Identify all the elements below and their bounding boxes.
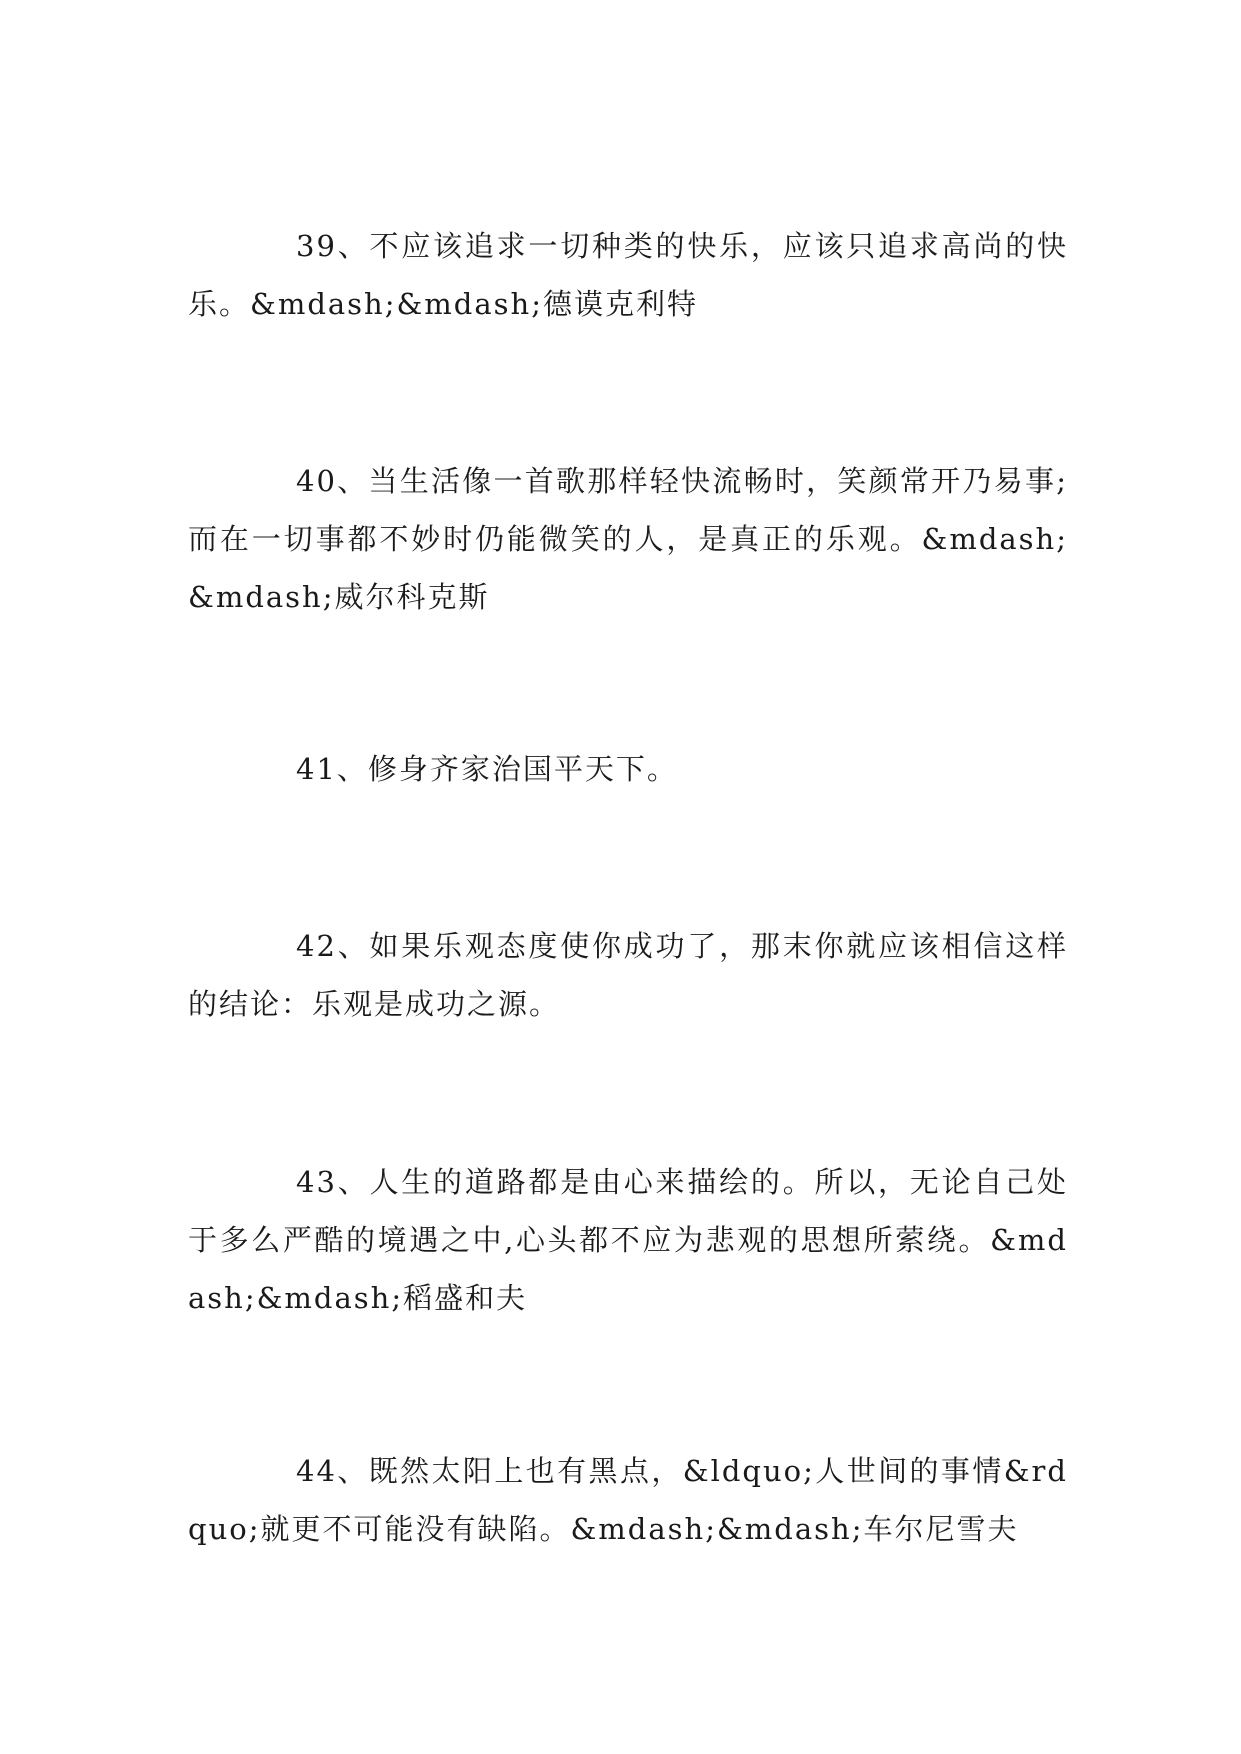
quote-paragraph-39: 39、不应该追求一切种类的快乐，应该只追求高尚的快乐。&mdash;&mdash;德谟克利特 bbox=[188, 229, 1068, 321]
quote-paragraph-40: 40、当生活像一首歌那样轻快流畅时，笑颜常开乃易事;而在一切事都不妙时仍能微笑的人，是真正的乐观。&mdash;&mdash;威尔科克斯 bbox=[188, 464, 1068, 614]
quote-paragraph-42: 42、如果乐观态度使你成功了，那末你就应该相信这样的结论：乐观是成功之源。 bbox=[188, 929, 1068, 1021]
quote-paragraph-41: 41、修身齐家治国平天下。 bbox=[296, 752, 678, 786]
quote-paragraph-43: 43、人生的道路都是由心来描绘的。所以，无论自己处于多么严酷的境遇之中,心头都不应为悲观的思想所萦绕。&mdash;&mdash;稻盛和夫 bbox=[188, 1165, 1068, 1315]
quote-paragraph-44: 44、既然太阳上也有黑点，&ldquo;人世间的事情&rdquo;就更不可能没有缺陷。&mdash;&mdash;车尔尼雪夫 bbox=[188, 1454, 1068, 1546]
